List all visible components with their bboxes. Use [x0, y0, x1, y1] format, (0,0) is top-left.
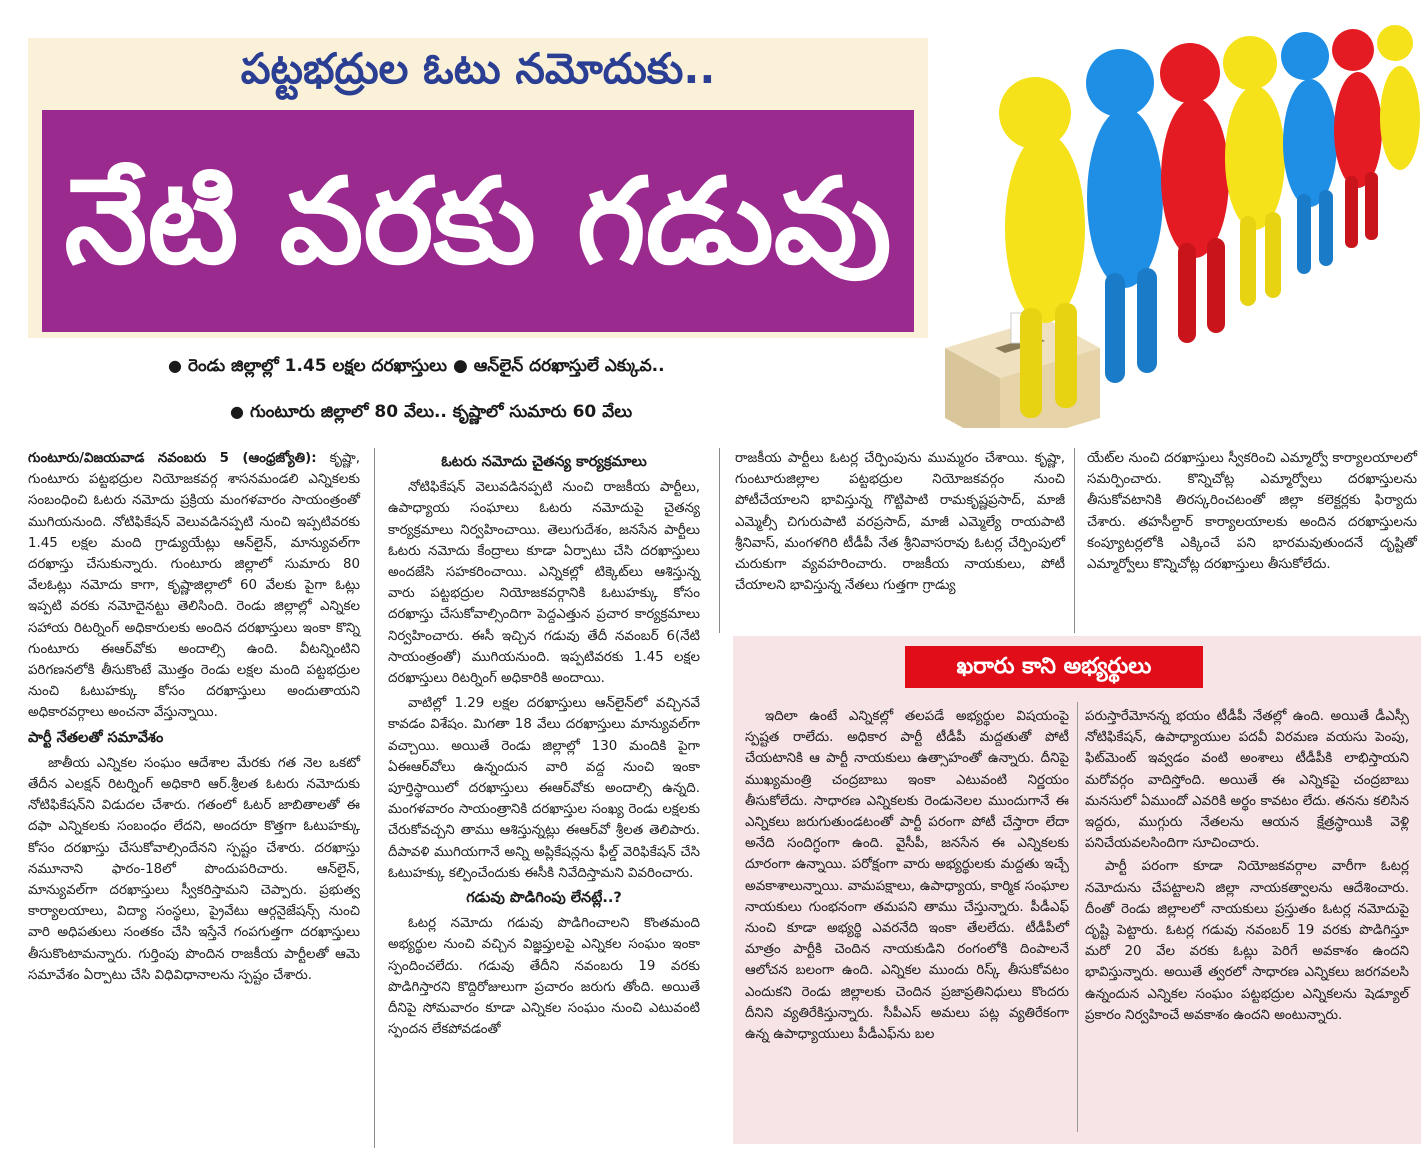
dateline: గుంటూరు/విజయవాడ నవంబరు 5 (ఆంధ్రజ్యోతి): [28, 451, 317, 466]
blue-figure-back [1281, 32, 1337, 274]
yellow-figure-last [1377, 25, 1420, 170]
article-paragraph: రాజకీయ పార్టీలు ఓటర్ల చేర్పింపును ముమ్మరం చేశాయి. కృష్ణా, గుంటూరుజిల్లాల పట్టభద్రుల నియోజకవర్గం నుంచి పోటీచేయాలని భావిస్తున్న గొట్టిపాటి రామకృష్ణప్రసాద్, మాజీ ఎమ్మెల్సీ చిగురుపాటి వరప్రసాద్, మాజీ ఎమ్మెల్యే రాయపాటి శ్రీనివాస్, మంగళగిరి టీడీపీ నేత శ్రీనివాసరావు ఓటర్ల చేర్పింపులో చురుకుగా వ్యవహరించారు. రాజకీయ నాయకులు, పోటీ చేయాలని భావిస్తున్న నేతలు గుత్తగా గ్రాడ్యు [735, 451, 1065, 594]
article-column-3 [735, 448, 1065, 600]
column-divider [1074, 448, 1075, 633]
subheading: గడువు పొడిగింపు లేనట్లే..? [466, 890, 622, 907]
column-divider [719, 448, 720, 633]
sidebar-column-2 [1085, 706, 1409, 1028]
sidebar-title: ఖరారు కాని అభ్యర్థులు [905, 646, 1203, 688]
voters-queue-illustration [925, 18, 1420, 428]
blue-figure [1086, 49, 1163, 383]
kicker-heading: పట్టభద్రుల ఓటు నమోదుకు.. [240, 44, 716, 93]
sidebar-paragraph: ఇదిలా ఉంటే ఎన్నికల్లో తలపడే అభ్యర్థుల విషయంపై స్పష్టత రాలేదు. అధికార పార్టీ టీడీపీ మద్దతుతో పోటీ చేయటానికి ఆ పార్టీ నాయకులు ఉత్సాహంతో ఉన్నారు. దీనిపై ముఖ్యమంత్రి చంద్రబాబు ఇంకా ఎటువంటి నిర్ణయం తీసుకోలేదు. సాధారణ ఎన్నికలకు రెండునెలల ముందుగానే ఈ ఎన్నికలు జరుగుతుండటంతో పార్టీ పరంగా పోటీ చేస్తారా లేదా అనేది సందిగ్ధంగా ఉంది. వైసీపీ, జనసేన ఈ ఎన్నికలకు దూరంగా ఉన్నాయి. పరోక్షంగా వారు అభ్యర్థులకు మద్దతు ఇచ్చే అవకాశాలున్నాయి. వామపక్షాలు, ఉపాధ్యాయ, కార్మిక సంఘాల నాయకులు గుంభనంగా తమపని తాము చేస్తున్నారు. పీడీఎఫ్ నుంచి కూడా అభ్యర్థి ఎవరనేది ఇంకా తేలలేదు. టీడీపీలో మాత్రం పార్టీకి చెందిన నాయకుడిని రంగంలోకి దింపాలనే ఆలోచన బలంగా ఉంది. ఎన్నికల ముందు రిస్క్ తీసుకోవటం ఎందుకని రెండు జిల్లాలకు చెందిన ప్రజాప్రతినిధులు కొందరు దీనిని వ్యతిరేకిస్తున్నారు. సీపీఎస్ అమలు పట్ల వ్యతిరేకంగా ఉన్న ఉపాధ్యాయులు పీడీఎఫ్‌ను బల [745, 709, 1069, 1043]
subheading: పార్టీ నేతలతో సమావేశం [28, 729, 164, 746]
article-paragraph: జాతీయ ఎన్నికల సంఘం ఆదేశాల మేరకు గత నెల ఒకటో తేదీన ఎలక్షన్ రిటర్నింగ్ అధికారి ఆర్.శ్రీలత ఓటరు నమోదుకు నోటిఫికేషన్‌ని విడుదల చేశారు. గతంలో ఓటర్ జాబితాలతో ఈ దఫా ఎన్నికలకు సంబంధం లేదని, అందరూ కొత్తగా ఓటుహక్కు కోసం దరఖాస్తు చేసుకోవాల్సిందేనని స్పష్టం చేశారు. దరఖాస్తు నమూనాని ఫారం-18లో పొందుపరిచారు. ఆన్‌లైన్, మాన్యువల్‌గా దరఖాస్తులు స్వీకరిస్తామని చెప్పారు. ప్రభుత్వ కార్యాలయాలు, విద్యా సంస్థలు, ప్రైవేటు ఆర్గనైజేషన్స్ నుంచి వారి అధిపతులు సంతకం చేసి ఇస్తేనే గంపగుత్తగా దరఖాస్తులు తీసుకొంటామన్నారు. గుర్తింపు పొందిన రాజకీయ పార్టీలతో ఆమె సమావేశం ఏర్పాటు చేసి విధివిధానాలను స్పష్టం చేశారు. [28, 755, 360, 983]
column-divider [374, 448, 375, 1148]
yellow-figure-middle [1223, 36, 1285, 306]
highlight-line-2: ● గుంటూరు జిల్లాలో 80 వేలు.. కృష్ణాలో సుమారు 60 వేలు [230, 402, 633, 422]
highlight-line-1: ● రెండు జిల్లాల్లో 1.45 లక్షల దరఖాస్తులు ● ఆన్‌లైన్ దరఖాస్తులే ఎక్కువ.. [168, 356, 665, 376]
headline-banner [28, 38, 928, 338]
red-figure-back [1332, 29, 1382, 248]
article-paragraph: గుంటూరు/విజయవాడ నవంబరు 5 (ఆంధ్రజ్యోతి): కృష్ణా, గుంటూరు పట్టభద్రుల నియోజకవర్గ శాసనమండలి ఎన్నికలకు సంబంధించి ఓటరు నమోదు ప్రక్రియ మంగళవారం సాయంత్రంతో ముగియనుంది. నోటిఫికేషన్ వెలువడినప్పటి నుంచి ఇప్పటివరకు 1.45 లక్షల మంది గ్రాడ్యుయేట్లు ఆన్‌లైన్, మాన్యువల్‌గా దరఖాస్తు చేసుకున్నారు. గుంటూరు జిల్లాలో సుమారు 80 వేలఓట్లు నమోదు కాగా, కృష్ణాజిల్లాలో 60 వేలకు పైగా ఓట్లు ఇప్పటి వరకు నమోదైనట్టు తెలిసింది. రెండు జిల్లాల్లో ఎన్నికల సహాయ రిటర్నింగ్ అధికారులకు అందిన దరఖాస్తులు ఇంకా కొన్ని గుంటూరు ఈఆర్‌వోకు అందాల్సి ఉంది. వీటన్నింటిని పరిగణనలోకి తీసుకొంటే మొత్తం రెండు లక్షల మంది పట్టభద్రుల నుంచి ఓటుహక్కు కోసం దరఖాస్తులు అందుతాయని అధికారవర్గాలు అంచనా వేస్తున్నాయి. [28, 451, 360, 721]
article-paragraph: వాటిల్లో 1.29 లక్షల దరఖాస్తులు ఆన్‌లైన్‌లో వచ్చినవే కావడం విశేషం. మిగతా 18 వేలు దరఖాస్తులు మాన్యువల్‌గా వచ్చాయి. అయితే రెండు జిల్లాల్లో 130 మందికి పైగా ఏఈఆర్‌వోలు ఉన్నందున వారి వద్ద నుంచి ఇంకా పూర్తిస్థాయిలో దరఖాస్తులు ఈఆర్‌వోకు అందాల్సి ఉన్నది. మంగళవారం సాయంత్రానికి దరఖాస్తుల సంఖ్య రెండు లక్షలకు చేరుకోవచ్చని తాము ఆశిస్తున్నట్లు ఈఆర్‌వో శ్రీలత తెలిపారు. దీపావళి ముగియగానే అన్ని అప్లికేషన్లను ఫీల్డ్ వెరిఫికేషన్ చేసి ఓటుహక్కు కల్పించేందుకు ఈసీకి నివేదిస్తామని వివరించారు. [388, 696, 700, 881]
subheading: ఓటరు నమోదు చైతన్య కార్యక్రమాలు [441, 454, 647, 470]
column-divider [1077, 702, 1078, 1132]
article-column-2 [388, 448, 700, 1044]
article-paragraph: ఓటర్ల నమోదు గడువు పొడిగించాలని కొంతమంది అభ్యర్థుల నుంచి వచ్చిన విజ్ఞప్తులపై ఎన్నికల సంఘం ఇంకా స్పందించలేదు. గడువు తేదీని నవంబరు 19 వరకు పొడిగిస్తారని కొద్దిరోజులుగా ప్రచారం జరుగు తోంది. అయితే దీనిపై సోమవారం కూడా ఎన్నికల సంఘం నుంచి ఎటువంటి స్పందన లేకపోవడంతో [388, 916, 700, 1038]
sidebar-paragraph: పార్టీ పరంగా కూడా నియోజకవర్గాల వారీగా ఓటర్ల నమోదును చేపట్టాలని జిల్లా నాయకత్వాలను ఆదేశించారు. దీంతో రెండు జిల్లాలలో నాయకులు ప్రస్తుతం ఓటర్ల నమోదుపై దృష్టి పెట్టారు. ఓటర్ల గడువు నవంబర్ 19 వరకు పొడిగిస్తూ మరో 20 వేల వరకు ఓట్లు పెరిగే అవకాశం ఉందని భావిస్తున్నారు. అయితే త్వరలో సాధారణ ఎన్నికలు జరగవలసి ఉన్నందున ఎన్నికల సంఘం పట్టభద్రుల ఎన్నికలను షెడ్యూల్ ప్రకారం నిర్వహించే అవకాశం ఉందని అంటున్నారు. [1085, 859, 1409, 1023]
main-headline: నేటి వరకు గడువు [64, 152, 892, 290]
bullet-icon: ● [168, 356, 182, 375]
article-column-4 [1087, 448, 1417, 579]
sidebar-box [733, 636, 1421, 1144]
red-figure [1160, 43, 1229, 343]
bullet-icon: ● [230, 402, 244, 421]
article-column-1 [28, 448, 360, 990]
sidebar-paragraph: పరుస్తారేమోనన్న భయం టీడీపీ నేతల్లో ఉంది. అయితే డీఎస్సీ నోటిఫికేషన్, ఉపాధ్యాయుల పదవీ విరమణ వయసు పెంపు, ఫిట్‌మెంట్ ఇవ్వడం వంటి అంశాలు టీడీపీకి లాభిస్తాయని మరోవర్గం వాదిస్తోంది. అయితే ఈ ఎన్నికపై చంద్రబాబు మనసులో ఏముందో ఎవరికి అర్థం కావటం లేదు. తనను కలిసిన ఇద్దరు, ముగ్గురు నేతలను ఆయన క్షేత్రస్థాయికి వెళ్లి పనిచేయవలసిందిగా సూచించారు. [1085, 709, 1409, 852]
headline-band [42, 110, 914, 332]
article-paragraph: యేట్‌ల నుంచి దరఖాస్తులు స్వీకరించి ఎమ్మార్వో కార్యాలయాలలో సమర్పించారు. కొన్నిచోట్ల ఎమ్మార్వోలు దరఖాస్తులను తీసుకోవటానికి తిరస్కరించటంతో జిల్లా కలెక్టర్లకు ఫిర్యాదు చేశారు. తహసీల్దార్ కార్యాలయాలకు అందిన దరఖాస్తులను కంప్యూటర్లలోకి ఎక్కించే పని భారమవుతుందనే దృష్టితో ఎమ్మార్వోలు కొన్నిచోట్ల దరఖాస్తులు తీసుకోలేదు. [1087, 451, 1417, 573]
article-paragraph: నోటిఫికేషన్ వెలువడినప్పటి నుంచి రాజకీయ పార్టీలు, ఉపాధ్యాయ సంఘాలు ఓటరు నమోదుపై చైతన్య కార్యక్రమాలు నిర్వహించాయి. తెలుగుదేశం, జనసేన పార్టీలు ఓటరు నమోదు కేంద్రాలు కూడా ఏర్పాటు చేసి దరఖాస్తులు అందజేసి సహకరించాయి. ఎన్నికల్లో టిక్కెట్‌లు ఆశిస్తున్న వారు పట్టభద్రుల నియోజకవర్గానికి ఓటుహక్కు కోసం దరఖాస్తు చేసుకోవాల్సిందిగా పెద్దఎత్తున ప్రచార కార్యక్రమాలు నిర్వహించారు. ఈసీ ఇచ్చిన గడువు తేదీ నవంబర్ 6(నేటి సాయంత్రంతో) ముగియనుంది. ఇప్పటివరకు 1.45 లక్షల దరఖాస్తులు రిటర్నింగ్ అధికారికి అందాయి. [388, 480, 700, 687]
sidebar-column-1 [745, 706, 1069, 1047]
